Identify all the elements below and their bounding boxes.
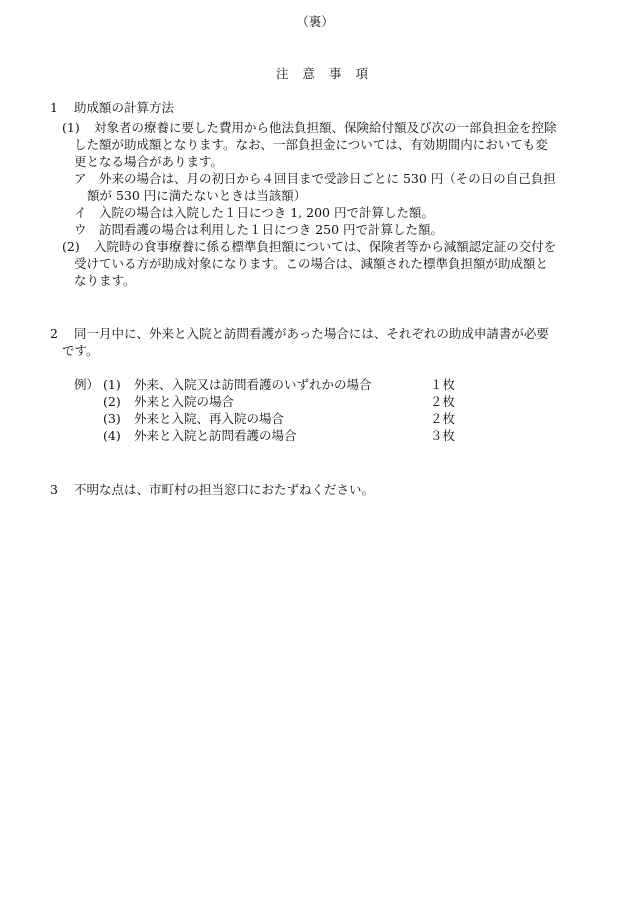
section1-item2-line: 入院時の食事療養に係る標準負担額については、保険者等から減額認定証の交付を: [94, 239, 557, 254]
section2-line: 同一月中に、外来と入院と訪問看護があった場合には、それぞれの助成申請書が必要: [74, 326, 549, 341]
example-text: 外来と入院と訪問看護の場合: [134, 428, 297, 443]
example-count: １枚: [430, 377, 456, 392]
sub-item-marker-u: ウ: [74, 222, 87, 237]
page-side-label: （裏）: [296, 14, 334, 29]
page-title: 注意事項: [275, 66, 382, 81]
example-text: 外来と入院、再入院の場合: [134, 411, 285, 426]
sub-item-marker-a: ア: [74, 171, 87, 186]
example-count: ３枚: [430, 428, 456, 443]
section1-item2-line: なります。: [74, 273, 136, 288]
section1-item1-marker: (1): [62, 120, 80, 135]
section1-item2-line: 受けている方が助成対象になります。この場合は、減額された標準負担額が助成額と: [74, 256, 549, 271]
sub-item-a-line: 外来の場合は、月の初日から４回目まで受診日ごとに 530 円（その日の自己負担: [99, 171, 556, 186]
example-marker: (4): [103, 428, 121, 443]
sub-item-marker-i: イ: [74, 205, 87, 220]
section2-line: です。: [62, 343, 99, 358]
example-text: 外来、入院又は訪問看護のいずれかの場合: [134, 377, 372, 392]
example-marker: (3): [103, 411, 121, 426]
example-marker: (1): [103, 377, 121, 392]
example-label: 例）: [74, 377, 100, 392]
sub-item-a-line: 額が 530 円に満たないときは当該額）: [87, 188, 307, 203]
example-marker: (2): [103, 394, 121, 409]
section1-item2-marker: (2): [62, 239, 80, 254]
example-count: ２枚: [430, 411, 456, 426]
section3-text: 不明な点は、市町村の担当窓口におたずねください。: [74, 482, 375, 497]
section1-number: 1: [50, 100, 58, 115]
sub-item-u-text: 訪問看護の場合は利用した１日につき 250 円で計算した額。: [99, 222, 444, 237]
section1-heading: 助成額の計算方法: [74, 100, 175, 115]
section1-item1-line: 対象者の療養に要した費用から他法負担額、保険給付額及び次の一部負担金を控除: [94, 120, 557, 135]
sub-item-i-text: 入院の場合は入院した１日につき 1, 200 円で計算した額。: [99, 205, 434, 220]
example-text: 外来と入院の場合: [134, 394, 235, 409]
section3-number: 3: [50, 482, 58, 497]
section2-number: 2: [50, 326, 58, 341]
example-count: ２枚: [430, 394, 456, 409]
section1-item1-line: 更となる場合があります。: [74, 154, 224, 169]
section1-item1-line: した額が助成額となります。なお、一部負担金については、有効期間内においても変: [74, 137, 548, 152]
